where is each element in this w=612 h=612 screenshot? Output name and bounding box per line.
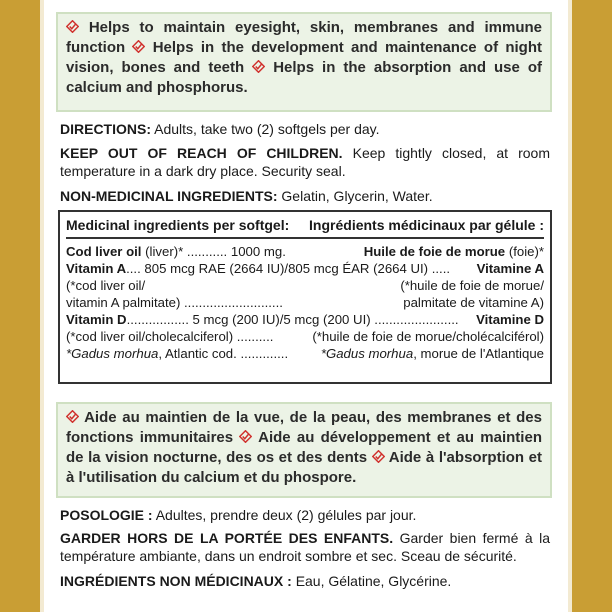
non-medicinal-label: NON-MEDICINAL INGREDIENTS: (60, 188, 278, 204)
border-gap-left (40, 0, 44, 612)
gold-border-right (572, 0, 612, 612)
table-row (66, 277, 544, 294)
vitamin-d-label: Vitamin D (66, 312, 127, 327)
checkmark-diamond-icon (132, 39, 145, 56)
vitamin-a-source-fr: (*huile de foie de morue/ (400, 278, 544, 293)
french-non-medicinal-label: INGRÉDIENTS NON MÉDICINAUX : (60, 573, 292, 589)
gadus-morhua-fr: *Gadus morhua (320, 346, 414, 361)
non-medicinal-text: Gelatin, Glycerin, Water. (281, 188, 433, 204)
posologie-label: POSOLOGIE : (60, 507, 153, 523)
table-row (66, 311, 544, 328)
table-header (66, 216, 544, 239)
morue-atlantique-text: , morue de l'Atlantique (413, 346, 544, 361)
table-header-fr: Ingrédients médicinaux par gélule : (309, 217, 544, 233)
benefit-text: Helps in the development and maintenance of night vision, bones and teeth (66, 39, 543, 76)
table-row (66, 345, 544, 362)
benefit-text: Aide à l'absorption et à l'utilisation du calcium et du phospore. (66, 449, 543, 486)
french-non-medicinal-paragraph (60, 572, 550, 590)
table-row (66, 260, 544, 277)
checkmark-diamond-icon (66, 19, 79, 36)
benefit-text: Aide au développement et au maintien de la vision nocturne, des os et des dents (66, 429, 542, 466)
french-warning-paragraph (60, 529, 550, 565)
posologie-paragraph (60, 506, 550, 524)
vitamine-a-label: Vitamine A (476, 261, 544, 276)
vitamin-a-amount: .... 805 mcg RAE (2664 IU)/805 mcg ÉAR (2664 UI) ..... (126, 261, 451, 276)
non-medicinal-paragraph (60, 187, 550, 205)
french-warning-label: GARDER HORS DE LA PORTÉE DES ENFANTS. (60, 530, 394, 546)
medicinal-ingredients-table (58, 210, 552, 384)
atlantic-cod-text: , Atlantic cod. ............. (158, 346, 289, 361)
cod-liver-oil-label: Cod liver oil (66, 244, 142, 259)
directions-paragraph (60, 120, 550, 138)
vitamin-d-source-fr: (*huile de foie de morue/cholécalciférol) (312, 329, 544, 344)
huile-foie-morue-suffix: (foie)* (505, 244, 544, 259)
huile-foie-morue-label: Huile de foie de morue (363, 244, 506, 259)
cod-liver-oil-amount: (liver)* ........... 1000 mg. (141, 244, 286, 259)
french-non-medicinal-text: Eau, Gélatine, Glycérine. (295, 573, 452, 589)
warning-paragraph (60, 144, 550, 180)
warning-label: KEEP OUT OF REACH OF CHILDREN. (60, 145, 343, 161)
vitamine-d-label: Vitamine D (476, 312, 544, 327)
french-warning-text: Garder bien fermé à la température ambiante, dans un endroit sombre et sec. Sceau de sécurité. (60, 530, 551, 564)
table-row (66, 328, 544, 345)
directions-label: DIRECTIONS: (60, 121, 151, 137)
table-header-en: Medicinal ingredients per softgel: (66, 217, 290, 233)
checkmark-diamond-icon (66, 409, 79, 426)
benefit-text: Aide au maintien de la vue, de la peau, des membranes et des fonctions immunitaires (66, 409, 542, 446)
directions-text: Adults, take two (2) softgels per day. (154, 121, 380, 137)
vitamin-d-source-en: (*cod liver oil/cholecalciferol) .......... (66, 329, 274, 344)
checkmark-diamond-icon (252, 59, 265, 76)
english-benefits-box (56, 12, 552, 112)
gold-border-left (0, 0, 40, 612)
border-gap-right (568, 0, 572, 612)
table-row (66, 243, 544, 260)
gadus-morhua-en: *Gadus morhua (66, 346, 159, 361)
warning-text: Keep tightly closed, at room temperature in a dark dry place. Security seal. (60, 145, 550, 179)
vitamin-a-source-en: (*cod liver oil/ (66, 278, 146, 293)
label-panel (50, 0, 562, 612)
vitamin-a-label: Vitamin A (66, 261, 127, 276)
benefit-text: Helps to maintain eyesight, skin, membranes and immune function (66, 19, 542, 56)
vitamin-a-source-fr-2: palmitate de vitamine A) (403, 295, 544, 310)
benefit-text: Helps in the absorption and use of calcium and phosphorus. (66, 59, 542, 96)
posologie-text: Adultes, prendre deux (2) gélules par jour. (155, 507, 417, 523)
vitamin-a-source-en-2: vitamin A palmitate) ........................... (66, 295, 283, 310)
checkmark-diamond-icon (239, 429, 252, 446)
vitamin-d-amount: ................. 5 mcg (200 IU)/5 mcg (200 UI) ....................... (126, 312, 459, 327)
checkmark-diamond-icon (372, 449, 385, 466)
table-row (66, 294, 544, 311)
french-benefits-box (56, 402, 552, 498)
